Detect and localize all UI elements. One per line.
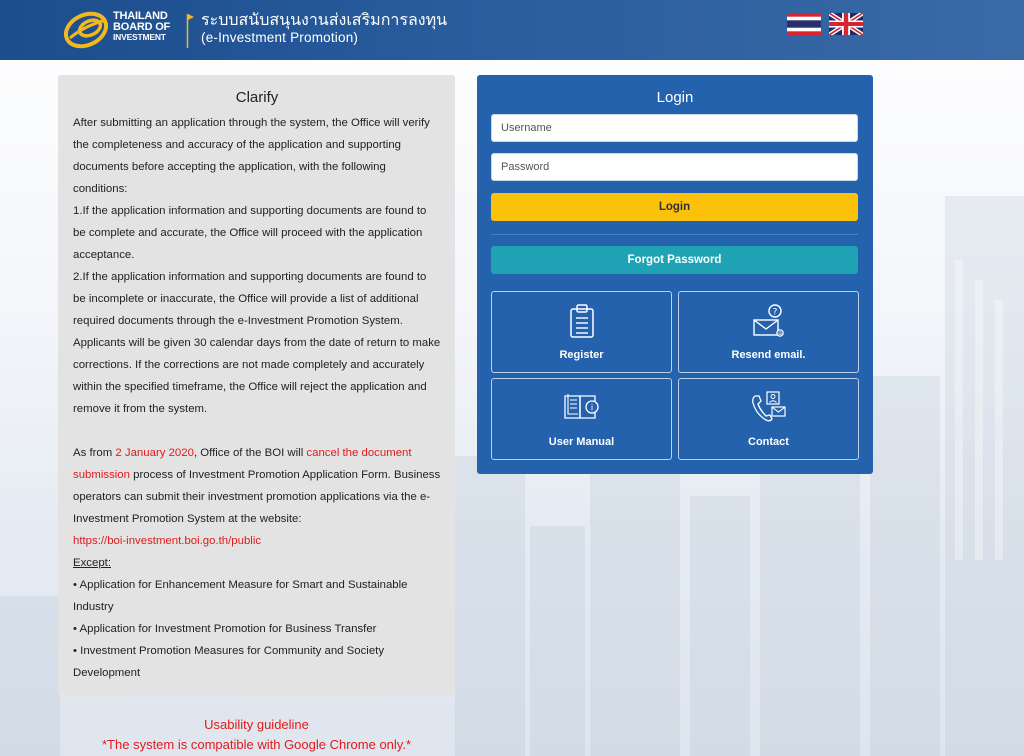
user-manual-label: User Manual xyxy=(548,436,615,448)
system-title-thai: ระบบสนับสนุนงานส่งเสริมการลงทุน xyxy=(201,10,448,29)
except-item: • Application for Investment Promotion for Business Transfer xyxy=(73,623,377,635)
system-title-english: (e-Investment Promotion) xyxy=(201,30,359,45)
clarify-condition-2: 2.If the application information and supporting documents are found to be incomplete or inaccurate, the Office will provide a list of additional required documents through the e-Investment Promotion System. Applicants will be given 30 calendar days from the date of return to make corrections. If the corrections are not made completely and accurately within the specified timeframe, the Office will reject the application and remove it from the system. xyxy=(73,271,441,415)
resend-email-tile[interactable] xyxy=(678,291,859,373)
top-header-bar xyxy=(0,0,1024,60)
login-panel xyxy=(477,75,873,474)
website-link[interactable]: https://boi-investment.boi.go.th/public xyxy=(73,535,262,547)
clarify-notice xyxy=(73,442,441,530)
login-button[interactable]: Login xyxy=(491,193,858,221)
username-input[interactable] xyxy=(491,114,858,142)
svg-text:@: @ xyxy=(777,331,782,337)
clarify-condition-1: 1.If the application information and supporting documents are found to be complete and accurate, the Office will proceed with the application acceptance. xyxy=(73,205,427,261)
resend-email-label: Resend email. xyxy=(731,349,806,361)
org-line-2: BOARD OF xyxy=(113,21,171,33)
clarify-panel xyxy=(58,75,455,695)
usability-title: Usability guideline xyxy=(204,717,309,732)
clarify-title: Clarify xyxy=(235,89,279,106)
contact-tile[interactable] xyxy=(678,378,859,460)
boi-logo-icon[interactable] xyxy=(62,8,114,50)
notice-date: 2 January 2020 xyxy=(115,447,194,459)
notice-text-post: process of Investment Promotion Application Form. Business operators can submit their investment promotion applications via the e-Investment Promotion System at the website: xyxy=(73,469,441,525)
contact-phone-icon xyxy=(750,390,788,424)
forgot-password-button[interactable]: Forgot Password xyxy=(491,246,858,274)
register-label: Register xyxy=(559,349,604,361)
thai-language-flag-icon[interactable] xyxy=(787,13,821,35)
register-tile[interactable] xyxy=(491,291,672,373)
except-item: • Investment Promotion Measures for Community and Society Development xyxy=(73,645,385,679)
password-input[interactable] xyxy=(491,153,858,181)
svg-text:?: ? xyxy=(772,307,777,318)
usability-note: *The system is compatible with Google Chrome only.* xyxy=(102,737,411,752)
except-label: Except: xyxy=(73,557,111,569)
notice-text-pre: As from xyxy=(73,447,116,459)
boi-wordmark xyxy=(113,11,170,42)
manual-book-icon xyxy=(563,390,601,422)
flag-divider-icon xyxy=(186,12,196,48)
org-line-1: THAILAND xyxy=(113,10,168,22)
notice-text-mid: , Office of the BOI will xyxy=(193,447,307,459)
login-divider xyxy=(491,234,858,235)
email-question-icon xyxy=(751,303,787,339)
notice-cancel-highlight: cancel the document submission xyxy=(73,447,412,481)
except-item: • Application for Enhancement Measure for Smart and Sustainable Industry xyxy=(73,579,408,613)
user-manual-tile[interactable] xyxy=(491,378,672,460)
english-language-flag-icon[interactable] xyxy=(829,13,863,35)
org-line-3: INVESTMENT xyxy=(113,32,166,42)
usability-guideline xyxy=(60,716,453,756)
login-title: Login xyxy=(656,89,694,106)
svg-text:i: i xyxy=(590,403,593,414)
clarify-intro: After submitting an application through the system, the Office will verify the completeness and accuracy of the application and supporting documents before accepting the application, with the following conditions: xyxy=(73,117,430,195)
contact-label: Contact xyxy=(748,436,789,448)
clipboard-icon xyxy=(569,303,595,339)
